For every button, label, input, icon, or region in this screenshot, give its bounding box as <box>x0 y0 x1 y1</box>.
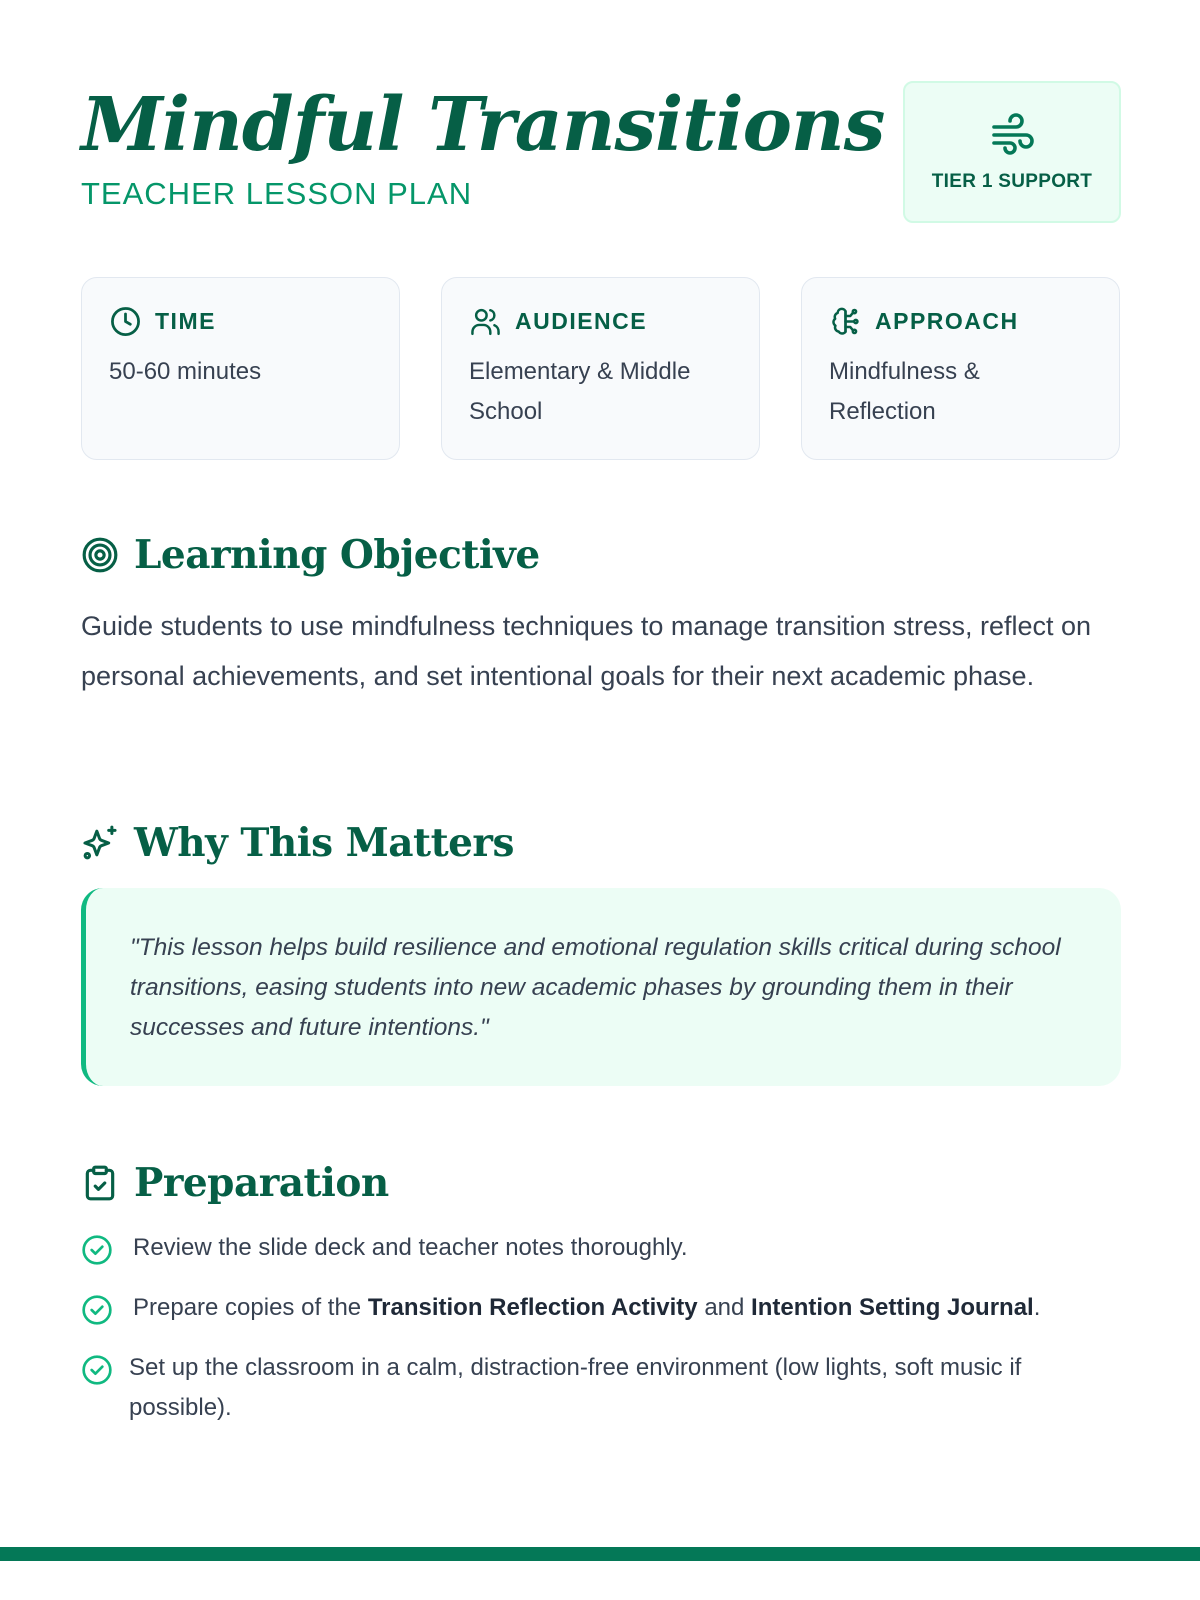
sparkles-icon <box>81 824 119 862</box>
check-circle-icon <box>81 1234 113 1266</box>
list-item <box>81 1288 1126 1328</box>
list-item-text <box>133 1288 1040 1328</box>
journal-name: Intention Setting Journal <box>751 1294 1034 1321</box>
check-circle-icon <box>81 1354 113 1386</box>
clock-icon <box>109 305 142 338</box>
preparation-list <box>81 1228 1126 1448</box>
activity-name: Transition Reflection Activity <box>367 1294 698 1321</box>
why-heading <box>81 820 514 866</box>
wind-icon <box>984 111 1040 159</box>
info-card-value: Elementary & Middle School <box>469 358 691 425</box>
list-item-text: Set up the classroom in a calm, distraction-free environment (low lights, soft music if possible). <box>129 1354 1022 1421</box>
list-item-text: Review the slide deck and teacher notes thoroughly. <box>133 1234 688 1261</box>
info-card-approach <box>801 277 1120 460</box>
tier-badge <box>903 81 1121 223</box>
info-card-title: AUDIENCE <box>515 307 648 334</box>
brain-icon <box>829 305 862 338</box>
info-cards <box>81 277 1121 460</box>
list-item <box>81 1228 1126 1268</box>
info-card-title: APPROACH <box>875 307 1019 334</box>
objective-text: Guide students to use mindfulness techniques to manage transition stress, reflect on personal achievements, and set intentional goals for their next academic phase. <box>81 611 1092 691</box>
list-item <box>81 1348 1126 1428</box>
page-subtitle: TEACHER LESSON PLAN <box>81 176 473 211</box>
check-circle-icon <box>81 1294 113 1326</box>
preparation-heading <box>81 1160 389 1206</box>
info-card-value: Mindfulness & Reflection <box>829 358 980 425</box>
page-title: Mindful Transitions <box>81 82 885 168</box>
section-title: Learning Objective <box>134 532 540 578</box>
footer-bar <box>0 1547 1200 1561</box>
info-card-title: TIME <box>155 307 216 334</box>
list-item-text-part: and <box>697 1294 752 1321</box>
list-item-text-part: Prepare copies of the <box>133 1294 368 1321</box>
info-card-value: 50-60 minutes <box>109 358 262 385</box>
quote-callout <box>81 888 1121 1086</box>
header <box>81 80 1121 230</box>
quote-text: "This lesson helps build resilience and emotional regulation skills critical during school transitions, easing students into new academic phases by grounding them in their successes and future intentions." <box>130 934 1061 1041</box>
tier-badge-label: TIER 1 SUPPORT <box>931 171 1093 192</box>
objective-heading <box>81 532 540 578</box>
info-card-time <box>81 277 400 460</box>
list-item-text-part: . <box>1033 1294 1041 1321</box>
section-title: Preparation <box>134 1160 389 1206</box>
section-title: Why This Matters <box>134 820 514 866</box>
info-card-audience <box>441 277 760 460</box>
clipboard-check-icon <box>81 1164 119 1202</box>
users-icon <box>469 305 502 338</box>
target-icon <box>81 536 119 574</box>
